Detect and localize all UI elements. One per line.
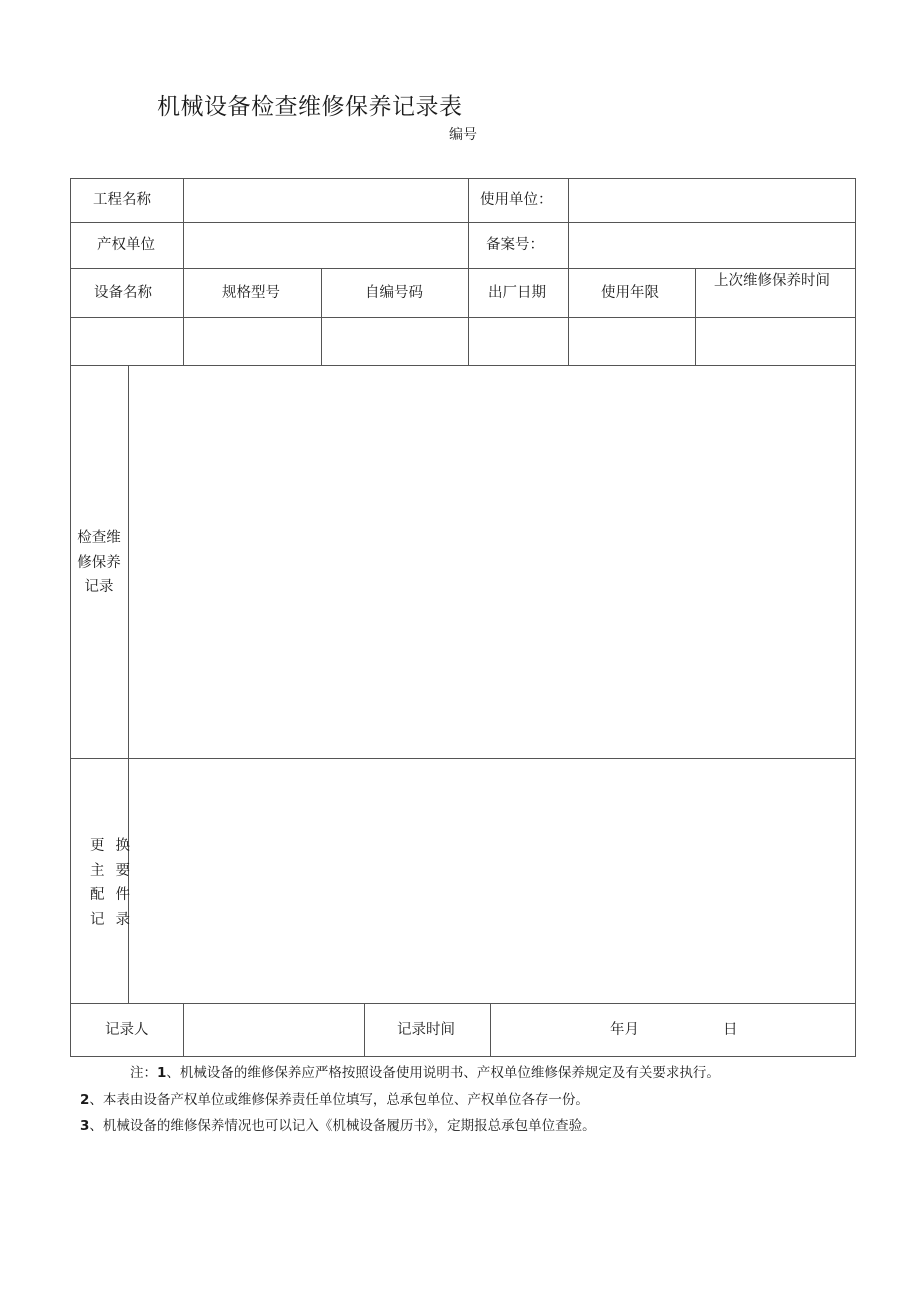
inspection-record-label-line: 检查维	[77, 530, 121, 546]
last-maintenance-field[interactable]	[698, 320, 853, 363]
note-3	[80, 1114, 596, 1134]
table-divider	[183, 178, 184, 365]
day-label: 日	[723, 1022, 738, 1038]
parts-record-label-line: 更 换	[90, 838, 130, 854]
table-border-bottom	[70, 1056, 856, 1057]
service-life-header: 使用年限	[601, 285, 659, 301]
table-border-right	[855, 178, 856, 1057]
project-name-label: 工程名称	[93, 192, 151, 208]
inspection-record-area[interactable]	[131, 368, 853, 756]
note-text: 、机械设备的维修保养情况也可以记入《机械设备履历书》，定期报总承包单位查验。	[89, 1118, 596, 1134]
spec-model-header: 规格型号	[222, 285, 280, 301]
note-number: 2	[80, 1092, 90, 1108]
parts-record-label-line: 主 要	[90, 862, 130, 879]
note-2	[80, 1088, 589, 1108]
table-divider	[70, 317, 856, 318]
equipment-name-field[interactable]	[73, 320, 181, 363]
year-month-label: 年月	[610, 1022, 639, 1038]
table-divider	[321, 268, 322, 365]
project-name-field[interactable]	[186, 181, 466, 220]
factory-date-header: 出厂日期	[488, 285, 546, 301]
inspection-record-label	[76, 526, 122, 600]
filing-number-label: 备案号：	[486, 237, 544, 253]
service-life-field[interactable]	[571, 320, 693, 363]
spec-model-field[interactable]	[186, 320, 319, 363]
table-divider	[568, 178, 569, 365]
inspection-record-label-line: 记录	[84, 579, 114, 595]
table-border-top	[70, 178, 856, 179]
recorder-label: 记录人	[105, 1022, 149, 1038]
recorder-field[interactable]	[186, 1006, 362, 1054]
self-number-header: 自编号码	[365, 285, 423, 301]
table-divider	[70, 1003, 856, 1004]
table-divider	[70, 222, 856, 223]
record-time-label: 记录时间	[397, 1022, 455, 1038]
table-divider	[70, 268, 856, 269]
parts-record-area[interactable]	[131, 761, 853, 1001]
table-border-left	[70, 178, 71, 1057]
inspection-record-label-line: 修保养	[77, 554, 121, 571]
note-prefix: 注：	[130, 1065, 157, 1081]
equipment-name-header: 设备名称	[94, 285, 152, 301]
filing-number-field[interactable]	[571, 225, 853, 266]
user-unit-label: 使用单位：	[480, 192, 553, 208]
table-divider	[364, 1003, 365, 1056]
property-unit-label: 产权单位	[97, 237, 155, 253]
note-number: 3	[80, 1118, 90, 1134]
table-divider	[70, 365, 856, 366]
factory-date-field[interactable]	[471, 320, 566, 363]
last-maintenance-header: 上次维修保养时间	[714, 273, 830, 289]
note-number: 1	[157, 1065, 167, 1081]
table-divider	[70, 758, 856, 759]
user-unit-field[interactable]	[571, 181, 853, 220]
note-text: 、机械设备的维修保养应严格按照设备使用说明书、产权单位维修保养规定及有关要求执行。	[166, 1065, 720, 1081]
note-1	[130, 1061, 720, 1081]
property-unit-field[interactable]	[186, 225, 466, 266]
parts-record-label	[90, 834, 130, 932]
table-divider	[695, 268, 696, 365]
record-time-field[interactable]	[493, 1006, 853, 1054]
parts-record-label-line: 配 件	[90, 887, 130, 903]
parts-record-label-line: 记录	[90, 911, 130, 928]
note-text: 、本表由设备产权单位或维修保养责任单位填写，总承包单位、产权单位各存一份。	[89, 1092, 589, 1108]
table-divider	[468, 178, 469, 365]
table-divider	[490, 1003, 491, 1056]
self-number-field[interactable]	[324, 320, 466, 363]
table-divider	[183, 1003, 184, 1056]
serial-number-label: 编号	[449, 127, 477, 143]
page-title: 机械设备检查维修保养记录表	[157, 94, 463, 120]
